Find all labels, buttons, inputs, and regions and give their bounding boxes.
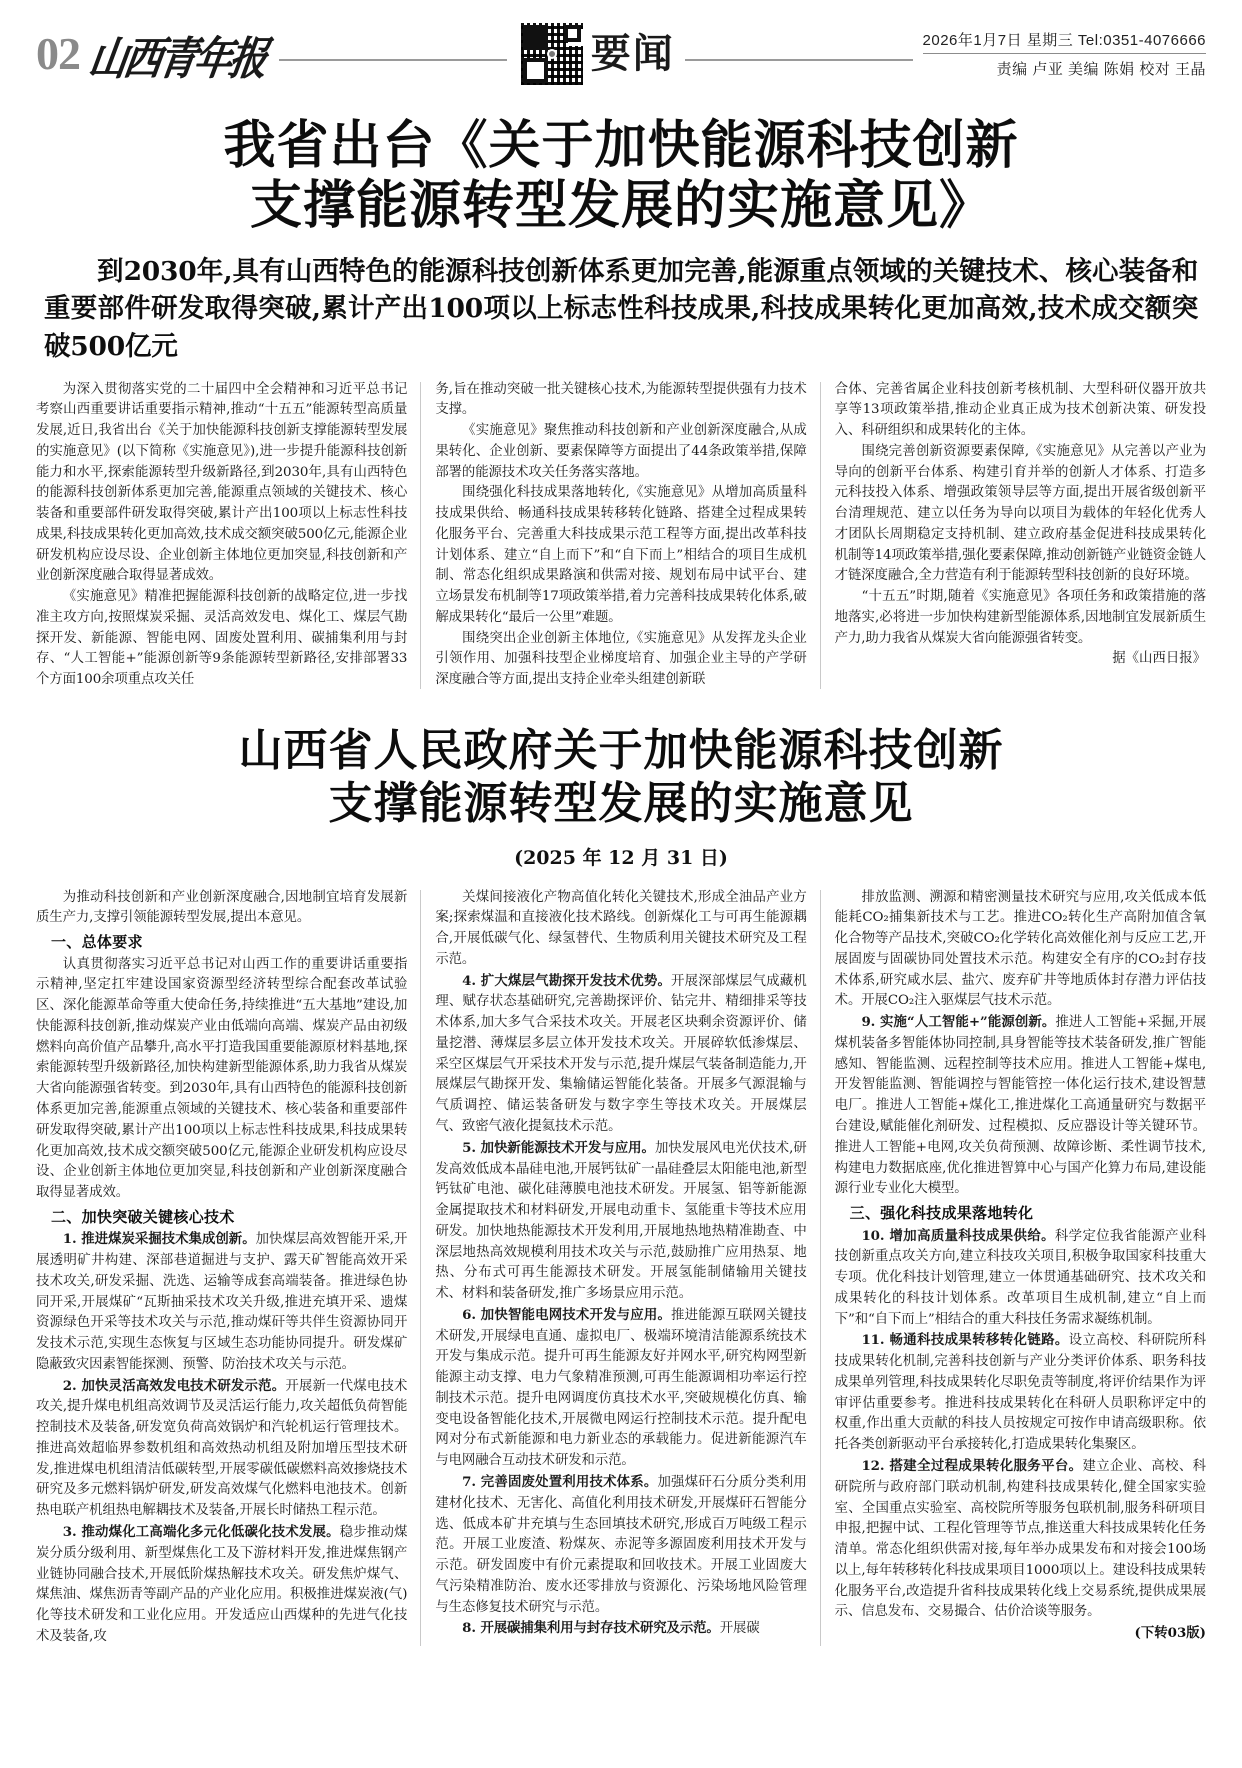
section-heading-inline: 4. 扩大煤层气勘探开发技术优势。 xyxy=(462,972,672,989)
paragraph: 《实施意见》聚焦推动科技创新和产业创新深度融合,从成果转化、企业创新、要素保障等方面提出了44条政策举措,保障部署的能源技术攻关任务落实落地。 xyxy=(435,423,807,480)
article1-headline-line1: 我省出台《关于加快能源科技创新 xyxy=(223,115,1019,176)
masthead-meta xyxy=(923,29,1207,79)
article1-source-attribution: 据《山西日报》 xyxy=(1112,651,1206,667)
article2-column-2 xyxy=(435,888,806,1648)
numbered-section: 9. 实施“人工智能+”能源创新。推进人工智能+采掘,开展煤机装备多智能体协同控制,具身智能等技术装备研发,推广智能感知、智能监测、远程控制等技术应用。推进人工智能+煤电,开发智能监测、智能调控与智能管控一体化运行技术,建设智慧电厂。推进人工智能+煤化工,推进煤化工高通量研究与数据平台建设,赋能催化剂研发、过程模拟、反应器设计等关键环节。推进人工智能+电网,攻关负荷预测、故障诊断、柔性调节技术,构建电力数据底座,优化推进智算中心与国产化算力布局,建设能源行业专业化大模型。 xyxy=(834,1014,1206,1197)
paragraph: 为推动科技创新和产业创新深度融合,因地制宜培育发展新质生产力,支撑引领能源转型发展,提出本意见。 xyxy=(36,889,408,926)
section-heading-inline: 10. 增加高质量科技成果供给。 xyxy=(861,1227,1055,1244)
numbered-section: 11. 畅通科技成果转移转化链路。设立高校、科研院所科技成果转化机制,完善科技创新与产业分类评价体系、职务科技成果单列管理,科技成果转化尽职免责等制度,将评价结果作为评审评估重要参考。推进科技成果转化在科研人员职称评定中的权重,作出重大贡献的科技人员按规定可按作申请高级职称。依托各类创新驱动平台承接转化,打造成果转化集聚区。 xyxy=(834,1332,1206,1453)
article2-headline-line2: 支撑能源转型发展的实施意见 xyxy=(328,777,914,829)
section-heading-inline: 6. 加快智能电网技术开发与应用。 xyxy=(462,1306,672,1323)
qr-code-icon[interactable] xyxy=(521,23,583,85)
section-title: 要闻 xyxy=(590,30,675,77)
section-heading-inline: 8. 开展碳捕集利用与封存技术研究及示范。 xyxy=(462,1620,720,1637)
section-heading-inline: 1. 推进煤炭采掘技术集成创新。 xyxy=(62,1231,256,1248)
article2-headline xyxy=(36,725,1206,831)
article1-headline-line2: 支撑能源转型发展的实施意见》 xyxy=(249,175,992,237)
masthead-rule-right xyxy=(685,59,913,61)
article1-headline xyxy=(36,116,1206,237)
qr-center-dot-icon xyxy=(547,49,557,59)
section-heading-inline: 2. 加快灵活高效发电技术研发示范。 xyxy=(62,1377,286,1394)
section-heading-inline: 9. 实施“人工智能+”能源创新。 xyxy=(861,1014,1056,1031)
section-heading-inline: 3. 推动煤化工高端化多元化低碳化技术发展。 xyxy=(62,1524,340,1541)
masthead-rule-left xyxy=(279,59,507,61)
page-folio-number: 02 xyxy=(36,28,80,79)
newspaper-nameplate: 山西青年报 xyxy=(85,30,269,85)
paragraph: 围绕强化科技成果落地转化,《实施意见》从增加高质量科技成果供给、畅通科技成果转移转化链路、搭建全过程成果转化服务平台、完善重大科技成果示范工程等方面,提出改革科技计划体系、建立“自上而下”和“自下而上”相结合的项目生成机制、常态化组织成果路演和供需对接、规划布局中试平台、建立场景发布机制等17项政策举措,着力完善科技成果转化体系,破解成果转化“最后一公里”难题。 xyxy=(435,485,807,625)
section-heading: 一、总体要求 xyxy=(51,933,143,952)
numbered-section: 5. 加快新能源技术开发与应用。加快发展风电光伏技术,研发高效低成本晶硅电池,开展钙钛矿一晶硅叠层太阳能电池,新型钙钛矿电池、碳化硅薄膜电池技术研发。开展氢、铝等新能源金属提取技术和材料研发,开展电动重卡、氢能重卡等技术应用研发。加快地热能源技术开发利用,开展地热地热精准勘查、中深层地热高效规模利用技术攻关与示范,鼓励推广应用热泵、地热、分布式可再生能源技术研发。开展氢能制储输用关键技术、材料和装备研发,推广多场景应用示范。 xyxy=(435,1139,807,1302)
article2-column-1 xyxy=(36,888,407,1648)
numbered-section: 1. 推进煤炭采掘技术集成创新。加快煤层高效智能开采,开展透明矿井构建、深部巷道掘进与支护、露天矿智能高效开采技术攻关,研发采掘、洗选、运输等成套高端装备。推进绿色协同开采,开展煤矿“瓦斯抽采技术攻关升级,推进充填开采、遗煤资源绿色开采等技术攻关与示范,推动煤矸等共伴生资源协同开发技术示范,实现生态恢复与区域生态功能协同提升。研发煤矿隐蔽致灾因素智能探测、预警、防治技术攻关与示范。 xyxy=(36,1231,408,1372)
numbered-section: 12. 搭建全过程成果转化服务平台。建立企业、高校、科研院所与政府部门联动机制,构建科技成果转化,健全国家实验室、全国重点实验室、高校院所等服务包联机制,服务科研项目申报,把握中试、工程化管理等节点,推送重大科技成果转化任务清单。常态化组织供需对接,每年举办成果发布和对接会100场以上,每年转移转化科技成果项目1000项以上。建设科技成果转化服务平台,改造提升省科技成果转化线上交易系统,提供成果展示、信息发布、交易撮合、估价洽谈等服务。 xyxy=(834,1457,1206,1620)
paragraph: 排放监测、溯源和精密测量技术研究与应用,攻关低成本低能耗CO₂捕集新技术与工艺。推进CO₂转化生产高附加值含氧化合物等产品技术,突破CO₂化学转化高效催化剂与反应工艺,开展固废与固碳协同处置技术示范。构建安全有序的CO₂封存技术体系,研究咸水层、盐穴、废弃矿井等地质体封存潜力评估技术。开展CO₂注入驱煤层气技术示范。 xyxy=(834,889,1206,1009)
article1-column-3 xyxy=(835,380,1206,691)
article2-column-3 xyxy=(835,888,1206,1648)
numbered-section: 7. 完善固废处置利用技术体系。加强煤矸石分质分类利用建材化技术、无害化、高值化利用技术研发,开展煤矸石智能分选、低成本矿井充填与生态回填技术研究,形成百万吨级工程示范。开展工业废渣、粉煤灰、赤泥等多源固废利用技术开发与示范。研发固废中有价元素提取和回收技术。开展工业固废大气污染精准防治、废水还零排放与资源化、污染场地风险管理与生态修复技术研究与示范。 xyxy=(435,1474,807,1615)
paragraph: 关煤间接液化产物高值化转化关键技术,形成全油品产业方案;探索煤温和直接液化技术路线。创新煤化工与可再生能源耦合,开展低碳气化、绿氢替代、生物质利用关键技术研究及工程示范。 xyxy=(435,889,807,967)
numbered-section: 2. 加快灵活高效发电技术研发示范。开展新一代煤电技术攻关,提升煤电机组高效调节及灵活运行能力,攻关超低负荷智能控制技术及装备,研发宽负荷高效锅炉和汽轮机运行管理技术。推进高效超临界参数机组和高效热动机组及附加增压型技术研发,推进煤电机组清洁低碳转型,开展零碳低碳燃料高效掺烧技术研究及多元燃料锅炉研发,研发高效煤气化燃料电池技术。创新热电联产机组热电解耦技术及装备,开展长时储热工程示范。 xyxy=(36,1377,408,1519)
masthead xyxy=(36,0,1206,86)
paragraph: “十五五”时期,随着《实施意见》各项任务和政策措施的落地落实,必将进一步加快构建新型能源体系,因地制宜发展新质生产力,助力我省从煤炭大省向能源强省转变。 xyxy=(834,589,1206,646)
paragraph: 认真贯彻落实习近平总书记对山西工作的重要讲话重要指示精神,坚定扛牢建设国家资源型经济转型综合配套改革试验区、深化能源革命等重大使命任务,持续推进“五大基地”建设,加快能源科技创新,推动煤炭产业由低端向高端、煤炭产品由初级燃料向高价值产品攀升,高水平打造我国重要能源原材料基地,探索能源转型升级新路径,加快构建新型能源体系,助力我省从煤炭大省向能源强省转变。到2030年,具有山西特色的能源科技创新体系更加完善,能源重点领域的关键技术、核心装备和重要部件研发取得突破,累计产出100项以上标志性科技成果,科技成果转化更加高效,技术成交额突破500亿元,能源企业研发机构应设尽设、企业创新主体地位更加突显,科技创新和产业创新深度融合取得显著成效。 xyxy=(36,956,408,1201)
article2-headline-line1: 山西省人民政府关于加快能源科技创新 xyxy=(238,724,1004,776)
paragraph: 为深入贯彻落实党的二十届四中全会精神和习近平总书记考察山西重要讲话重要指示精神,推动“十五五”能源转型高质量发展,近日,我省出台《关于加快能源科技创新支撑能源转型发展的实施意见》(以下简称《实施意见》),进一步提升能源科技创新能力和水平,探索能源转型升级新路径,到2030年,具有山西特色的能源科技创新体系更加完善,能源重点领域的关键技术、核心装备和重要部件研发取得突破,累计产出100项以上标志性科技成果,科技成果转化更加高效,技术成交额突破500亿元,能源企业研发机构应设尽设、企业创新主体地位更加突显,科技创新和产业创新深度融合取得显著成效。 xyxy=(36,381,408,584)
article1-column-1 xyxy=(36,380,407,691)
numbered-section: 3. 推动煤化工高端化多元化低碳化技术发展。稳步推动煤炭分质分级利用、新型煤焦化工及下游材料开发,推进煤焦钢产业链协同融合技术,开展低阶煤热解技术攻关。研发焦炉煤气、煤焦油、煤焦沥青等副产品的产业化应用。积极推进煤炭液(气)化等技术研发和工业化应用。开发适应山西煤种的先进气化技术及装备,攻 xyxy=(36,1524,408,1644)
numbered-section: 6. 加快智能电网技术开发与应用。推进能源互联网关键技术研发,开展绿电直通、虚拟电厂、极端环境清洁能源系统技术开发与集成示范。提升可再生能源友好并网水平,研究构网型新能源主动支撑、电力气象精准预测,可再生能源调相功率运行控制技术示范。提升电网调度仿真技术水平,突破规模化仿真、输变电设备智能化技术,开展微电网运行控制技术示范。提升配电网对分布式新能源和电力新业态的承载能力。促进新能源汽车与电网融合互动技术研发和示范。 xyxy=(435,1306,807,1469)
section-heading-inline: 7. 完善固废处置利用技术体系。 xyxy=(462,1474,658,1491)
editor-credits: 责编 卢亚 美编 陈娟 校对 王晶 xyxy=(996,61,1207,78)
numbered-section: 10. 增加高质量科技成果供给。科学定位我省能源产业科技创新重点攻关方向,建立科技攻关项目,积极争取国家科技重大专项。优化科技计划管理,建立一体贯通基础研究、技术攻关和成果转化的科技计划体系。改革项目生成机制,建立“自上而下”和“自下而上”相结合的重大科技任务需求凝练机制。 xyxy=(834,1227,1206,1327)
section-heading: 二、加快突破关键核心技术 xyxy=(51,1207,235,1226)
article1-lead-paragraph: 到2030年,具有山西特色的能源科技创新体系更加完善,能源重点领域的关键技术、核心装备和重要部件研发取得突破,累计产出100项以上标志性科技成果,科技成果转化更加高效,技术成交额突破500亿元 xyxy=(44,255,1198,362)
article1-column-2 xyxy=(435,380,806,691)
paragraph: 围绕完善创新资源要素保障,《实施意见》从完善以产业为导向的创新平台体系、构建引育并举的创新人才体系、打造多元科技投入体系、增强政策领导层等方面,提出开展省级创新平台清理规范、建立以任务为导向以项目为载体的年轻化优秀人才团队长周期稳定支持机制、建立政府基金促进科技成果转化机制等14项政策举措,强化要素保障,推动创新链产业链资金链人才链深度融合,全力营造有利于能源转型科技创新的良好环境。 xyxy=(834,443,1206,584)
paragraph: 务,旨在推动突破一批关键核心技术,为能源转型提供强有力技术支撑。 xyxy=(435,381,807,418)
section-heading-inline: 12. 搭建全过程成果转化服务平台。 xyxy=(861,1457,1083,1474)
numbered-section: 8. 开展碳捕集利用与封存技术研究及示范。开展碳 xyxy=(462,1620,760,1637)
article2-document-date: (2025 年 12 月 31 日) xyxy=(514,846,728,869)
paragraph: 《实施意见》精准把握能源科技创新的战略定位,进一步找准主攻方向,按照煤炭采掘、灵活高效发电、煤化工、煤层气勘探开发、新能源、智能电网、固废处置利用、碳捕集利用与封存、“人工智能+”能源创新等9条能源转型新路径,安排部署33个方面100余项重点攻关任 xyxy=(36,589,408,688)
qr-corner-icon xyxy=(564,25,581,42)
article1-body-columns xyxy=(36,380,1206,691)
section-heading-inline: 11. 畅通科技成果转移转化链路。 xyxy=(861,1332,1069,1349)
publication-date: 2026年1月7日 星期三 Tel:0351-4076666 xyxy=(923,29,1207,54)
article2-body-columns xyxy=(36,888,1206,1648)
paragraph: 合体、完善省属企业科技创新考核机制、大型科研仪器开放共享等13项政策举措,推动企业真正成为技术创新决策、研发投入、科研组织和成果转化的主体。 xyxy=(834,381,1206,439)
section-heading-inline: 5. 加快新能源技术开发与应用。 xyxy=(462,1139,655,1156)
paragraph: 围绕突出企业创新主体地位,《实施意见》从发挥龙头企业引领作用、加强科技型企业梯度培育、加强企业主导的产学研深度融合等方面,提出支持企业牵头组建创新联 xyxy=(435,630,807,688)
section-heading: 三、强化科技成果落地转化 xyxy=(849,1204,1034,1223)
continuation-note: (下转03版) xyxy=(1134,1625,1206,1642)
numbered-section: 4. 扩大煤层气勘探开发技术优势。开展深部煤层气成藏机理、赋存状态基础研究,完善勘探评价、钻完井、精细排采等技术体系,加大多气合采技术攻关。开展老区块剩余资源评价、储量挖潜、薄煤层多层立体开发技术攻关。开展碎软低渗煤层、采空区煤层气开采技术开发与示范,提升煤层气装备制造能力,开展煤层气勘探开发、集输储运智能化装备。开展多气源混输与气质调控、储运装备研发与数字孪生等技术攻关。开展煤层气、致密气液化提氦技术示范。 xyxy=(435,972,807,1134)
